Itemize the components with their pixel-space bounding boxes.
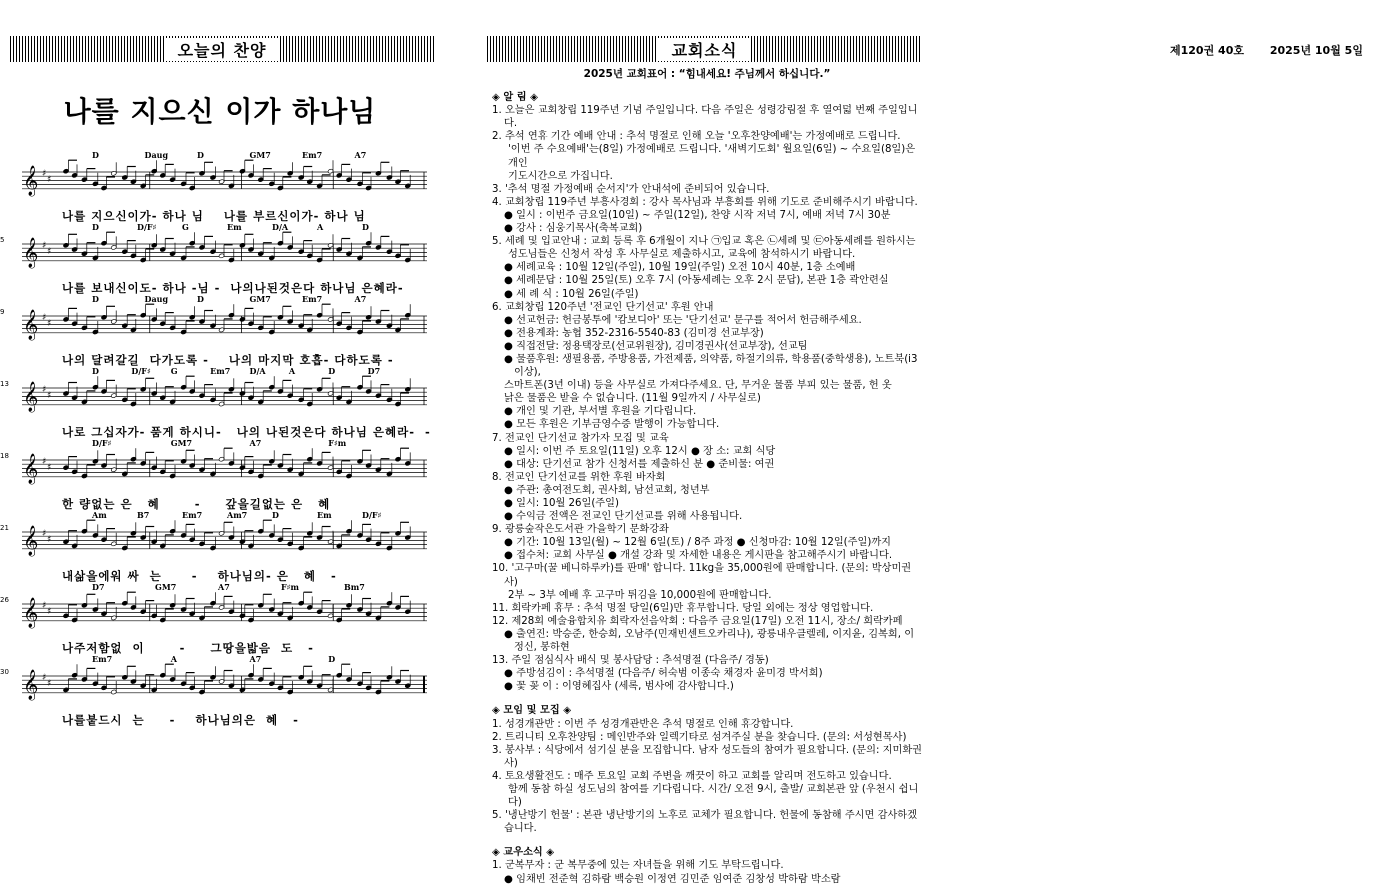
chord-symbol: Em7: [302, 294, 323, 304]
news-subitem: ● 일시: 10월 26일(주일): [504, 498, 619, 509]
lyric-line: 나를 보내신이도- 하나 -님 - 나의나된것은다 하나님 은혜라-: [62, 281, 404, 295]
news-subitem: ● 모든 후원은 기부금영수증 발행이 가능합니다.: [504, 419, 720, 431]
sharp-icon: ♯: [42, 241, 47, 251]
chord-symbol: G: [170, 366, 178, 376]
section-header-church-news: [487, 36, 922, 62]
measure-number: 9: [0, 308, 5, 316]
chord-symbol: Em7: [210, 366, 231, 376]
sharp-icon: ♯: [42, 529, 47, 539]
chord-symbol: D: [272, 510, 279, 520]
sharp-icon: ♯: [47, 679, 52, 689]
chord-symbol: A7: [218, 582, 230, 592]
chord-symbol: D/A: [272, 222, 289, 232]
treble-clef-icon: 𝄞: [23, 598, 39, 628]
chord-symbol: D: [362, 222, 369, 232]
staff: [22, 164, 427, 204]
news-body: [492, 91, 922, 886]
news-subitem: ● 임채빈 전준혁 김하람 백승원 이정연 김민준 임여준 김창성 박하람 박소람: [504, 873, 841, 885]
news-item: 1. 오늘은 교회창립 119주년 기념 주일입니다. 다음 주일은 성령강림절 후 열여덟 번째 주일입니다.: [492, 105, 918, 130]
news-item: 3. '추석 명절 가정예배 순서지'가 안내석에 준비되어 있습니다.: [492, 183, 770, 195]
issue-date: 2025년 10월 5일: [1269, 44, 1363, 57]
chord-symbol: Bm7: [344, 582, 365, 592]
section-header-todays-praise: [10, 36, 434, 62]
news-item: 1. 군복무자 : 군 복무중에 있는 자녀들을 위해 기도 부탁드립니다.: [492, 860, 784, 872]
news-item: 13. 주일 점심식사 배식 및 봉사담당 : 추석명절 (다음주/ 경동): [492, 655, 769, 667]
chord-symbol: Em7: [182, 510, 203, 520]
measure-number: 21: [0, 524, 9, 532]
chord-symbol: D: [92, 366, 99, 376]
header-label: 오늘의 찬양: [164, 38, 281, 61]
sharp-icon: ♯: [42, 673, 47, 683]
sharp-icon: ♯: [42, 457, 47, 467]
news-subitem: ● 기간: 10월 13일(월) ~ 12월 6일(토) / 8주 과정 ● 신청마감: 10월 12일(주일)까지: [504, 537, 891, 549]
chord-symbol: GM7: [155, 582, 177, 592]
lyric-line: 나의 달려갈길 다가도록 - 나의 마지막 호흡- 다하도록 -: [62, 353, 394, 367]
news-item: 10. '고구마(꿀 베니하루카)를 판매' 합니다. 11kg을 35,000원에 판매합니다. (문의: 박상미권사): [492, 563, 912, 588]
chord-symbol: Em7: [92, 654, 113, 664]
chord-symbol: D: [92, 222, 99, 232]
staff: [22, 236, 427, 276]
chord-symbol: A: [317, 222, 324, 232]
chord-symbol: D: [197, 294, 204, 304]
news-item: 12. 제28회 예술융합치유 희락자선음악회 : 다음주 금요일(17일) 오전 11시, 장소/ 희락카페: [492, 615, 903, 627]
chord-symbol: Daug: [144, 294, 169, 304]
news-subitem: ● 세례교육 : 10월 12일(주일), 10월 19일(주일) 오전 10시 40분, 1층 소예배: [504, 262, 856, 274]
chord-symbol: GM7: [249, 150, 271, 160]
news-item: 2. 추석 연휴 기간 예배 안내 : 추석 명절로 인해 오늘 '오후찬양예배'는 가정예배로 드립니다.: [492, 131, 901, 143]
news-item: 5. 세례 및 입교안내 : 교회 등록 후 6개월이 지나 ㉠입교 혹은 ㉡세례 및 ㉢아동세례를 원하시는: [492, 236, 916, 248]
news-subitem: ● 선교헌금: 헌금봉투에 '캄보디아' 또는 '단기선교' 문구를 적어서 헌금해주세요.: [504, 314, 862, 326]
chord-symbol: Am7: [227, 510, 248, 520]
sharp-icon: ♯: [47, 607, 52, 617]
news-subitem: ● 출연진: 박승준, 한승희, 오남주(민재빈센트오카리나), 광릉내우클렐레, 이지윤, 김복희, 이정신, 봉하현: [504, 628, 915, 654]
news-section-title: ◈ 알 림 ◈: [492, 92, 538, 104]
news-subitem: 스마트폰(3년 이내) 등을 사무실로 가져다주세요. 단, 무거운 물품 부피 있는 물품, 헌 옷: [504, 380, 892, 392]
lyric-line: 나를붙드시 는 - 하나님의은 혜 -: [62, 713, 299, 727]
chord-symbol: Em7: [302, 150, 323, 160]
news-subitem: ● 개인 및 기관, 부서별 후원을 기다립니다.: [504, 406, 697, 418]
news-subitem: ● 직접전달: 정용택장로(선교위원장), 김미경권사(선교부장), 선교팀: [504, 340, 808, 352]
sharp-icon: ♯: [42, 313, 47, 323]
news-subitem: 낡은 물품은 받을 수 없습니다. (11월 9일까지 / 사무실로): [504, 393, 761, 405]
sharp-icon: ♯: [42, 169, 47, 179]
treble-clef-icon: 𝄞: [23, 310, 39, 340]
chord-symbol: B7: [137, 510, 150, 520]
measure-number: 26: [0, 596, 9, 604]
chord-symbol: D/F♯: [92, 438, 112, 448]
song-title: 나를 지으신 이가 하나님: [63, 95, 377, 128]
news-section-title: ◈ 모임 및 모집 ◈: [492, 705, 572, 717]
news-item: 3. 봉사부 : 식당에서 섬기실 분을 모집합니다. 남자 성도들의 참여가 필요합니다. (문의: 지미화권사): [492, 744, 923, 769]
staff: [22, 668, 427, 708]
lyric-line: 한 량없는 은 혜 - 갚을길없는 은 혜: [62, 497, 331, 511]
news-subitem: ● 세 례 식 : 10월 26일(주일): [504, 288, 639, 300]
chord-symbol: GM7: [249, 294, 271, 304]
chord-symbol: D/F♯: [137, 222, 157, 232]
staff: [22, 596, 427, 636]
treble-clef-icon: 𝄞: [23, 454, 39, 484]
chord-symbol: Em: [227, 222, 242, 232]
chord-symbol: GM7: [170, 438, 193, 448]
sheet-music: [0, 150, 431, 730]
chord-symbol: F♯m: [281, 582, 300, 592]
staff: [22, 380, 427, 420]
news-subitem: '이번 주 수요예배'는(8일) 가정예배로 드립니다. '새벽기도회' 월요일(6일) ~ 수요일(8일)은 개인: [508, 144, 916, 169]
music-system: [0, 294, 427, 370]
news-subitem: ● 세례문답 : 10월 25일(토) 오후 7시 (아동세례는 오후 2시 문답), 본관 1층 곽안련실: [504, 275, 889, 287]
chord-symbol: Em: [317, 510, 332, 520]
staff: [22, 524, 427, 564]
news-subitem: ● 접수처: 교회 사무실 ● 개설 강좌 및 자세한 내용은 게시판을 참고해주시기 바랍니다.: [504, 550, 893, 562]
issue-volume: 제120권 40호: [1170, 44, 1244, 57]
chord-symbol: D: [92, 150, 99, 160]
staff: [22, 452, 427, 492]
treble-clef-icon: 𝄞: [23, 526, 39, 556]
news-subitem: ● 물품후원: 생필용품, 주방용품, 가전제품, 의약품, 하절기의류, 학용품(중학생용), 노트북(i3이상),: [504, 353, 918, 379]
treble-clef-icon: 𝄞: [23, 670, 39, 700]
news-subitem: ● 일시: 이번 주 토요일(11일) 오후 12시 ● 장 소: 교회 식당: [504, 445, 776, 457]
lyric-line: 나를 지으신이가- 하나 님 나를 부르신이가- 하나 님: [62, 209, 366, 223]
music-system: [0, 366, 431, 442]
chord-symbol: A7: [354, 294, 367, 304]
church-news: [492, 68, 922, 886]
news-subitem: ● 주관: 총여전도회, 권사회, 남선교회, 청년부: [504, 484, 710, 496]
chord-symbol: Am: [92, 510, 107, 520]
sharp-icon: ♯: [47, 535, 52, 545]
music-system: [22, 150, 427, 226]
news-item: 11. 희락카페 휴무 : 추석 명절 당일(6일)만 휴무합니다. 당일 외에는 정상 영업합니다.: [492, 602, 874, 614]
music-system: [0, 222, 427, 298]
chord-symbol: D: [92, 294, 99, 304]
header-label: 교회소식: [658, 38, 752, 61]
chord-symbol: A: [288, 366, 296, 376]
measure-number: 13: [0, 380, 9, 388]
measure-number: 30: [0, 668, 9, 676]
news-subitem: ● 강사 : 심웅기목사(축복교회): [504, 223, 643, 235]
news-subitem: ● 수익금 전액은 전교인 단기선교를 위해 사용됩니다.: [504, 511, 743, 523]
news-subitem: ● 대상: 단기선교 참가 신청서를 제출하신 분 ● 준비물: 여권: [504, 458, 775, 470]
news-subitem: 2부 ~ 3부 예배 후 고구마 튀김을 10,000원에 판매합니다.: [508, 589, 772, 601]
news-item: 1. 성경개관반 : 이번 주 성경개관반은 추석 명절로 인해 휴강합니다.: [492, 718, 794, 730]
news-subitem: ● 주방섬김이 : 추석명절 (다음주/ 허숙범 이종숙 채경자 윤미경 박서희): [504, 668, 823, 680]
chord-symbol: D: [197, 150, 204, 160]
news-subitem: ● 꽃 꽂 이 : 이영혜집사 (세록, 범사에 감사합니다.): [504, 681, 734, 693]
chord-symbol: D7: [367, 366, 381, 376]
measure-number: 5: [0, 236, 5, 244]
news-subitem: ● 일시 : 이번주 금요일(10일) ~ 주일(12일), 찬양 시작 저녁 7시, 예배 저녁 7시 30분: [504, 209, 891, 221]
lyric-line: 나주저함없 이 - 그땅을밟음 도 -: [62, 641, 314, 655]
chord-symbol: D7: [92, 582, 105, 592]
news-item: 9. 광릉숲작은도서관 가을학기 문화강좌: [492, 524, 669, 536]
lyric-line: 내삶을에워 싸 는 - 하나님의- 은 혜 -: [62, 569, 337, 583]
news-item: 8. 전교인 단기선교를 위한 후원 바자회: [492, 471, 666, 483]
chord-symbol: A7: [249, 654, 262, 664]
news-item: 4. 토요생활전도 : 매주 토요일 교회 주변을 깨끗이 하고 교회를 알리며 전도하고 있습니다.: [492, 770, 892, 782]
treble-clef-icon: 𝄞: [23, 382, 39, 412]
staff: [22, 308, 427, 348]
chord-symbol: D/A: [249, 366, 266, 376]
church-motto: 2025년 교회표어 : “힘내세요! 주님께서 하십니다.”: [583, 68, 831, 80]
news-section-title: ◈ 교우소식 ◈: [492, 847, 555, 859]
news-item: 2. 트리니티 오후찬양팀 : 메인반주와 일렉기타로 섬겨주실 분을 찾습니다. (문의: 서성현목사): [492, 731, 907, 743]
news-subitem: 기도시간으로 가집니다.: [508, 170, 613, 182]
sharp-icon: ♯: [47, 463, 52, 473]
music-system: [0, 510, 427, 586]
chord-symbol: A: [170, 654, 177, 664]
chord-symbol: A7: [249, 438, 262, 448]
lyric-line: 나로 그십자가- 품게 하시니- 나의 나된것은다 하나님 은혜라- -: [62, 425, 431, 439]
news-subitem: ● 전용계좌: 농협 352-2316-5540-83 (김미경 선교부장): [504, 327, 764, 339]
news-item: 4. 교회창립 119주년 부흥사경회 : 강사 목사님과 부흥회를 위해 기도로 준비해주시기 바랍니다.: [492, 196, 918, 208]
music-system: [0, 438, 427, 514]
news-item: 6. 교회창립 120주년 '전교인 단기선교' 후원 안내: [492, 301, 714, 313]
treble-clef-icon: 𝄞: [23, 238, 39, 268]
sharp-icon: ♯: [47, 175, 52, 185]
music-system: [0, 582, 427, 658]
chord-symbol: F♯m: [328, 438, 347, 448]
news-subitem: 함께 동참 하실 성도님의 참여를 기다립니다. 시간/ 오전 9시, 출발/ 교회본관 앞 (우천시 쉽니다): [508, 783, 919, 809]
chord-symbol: G: [182, 222, 189, 232]
chord-symbol: Daug: [144, 150, 169, 160]
sharp-icon: ♯: [47, 247, 52, 257]
measure-number: 18: [0, 452, 9, 460]
issue-info: [1170, 42, 1363, 58]
chord-symbol: D/F♯: [131, 366, 151, 376]
sharp-icon: ♯: [47, 319, 52, 329]
news-item: 5. '냉난방기 헌물' : 본관 냉난방기의 노후로 교체가 필요합니다. 헌물에 동참해 주시면 감사하겠습니다.: [492, 810, 917, 835]
sharp-icon: ♯: [42, 601, 47, 611]
chord-symbol: D/F♯: [362, 510, 382, 520]
sharp-icon: ♯: [47, 391, 52, 401]
chord-symbol: D: [328, 366, 336, 376]
news-item: 7. 전교인 단기선교 참가자 모집 및 교육: [492, 432, 669, 444]
music-system: [0, 654, 427, 730]
treble-clef-icon: 𝄞: [23, 166, 39, 196]
chord-symbol: A7: [354, 150, 367, 160]
chord-symbol: D: [328, 654, 336, 664]
sharp-icon: ♯: [42, 385, 47, 395]
news-subitem: 성도님들은 신청서 작성 후 사무실로 제출하시고, 교육에 참석하시기 바랍니다.: [508, 249, 856, 261]
